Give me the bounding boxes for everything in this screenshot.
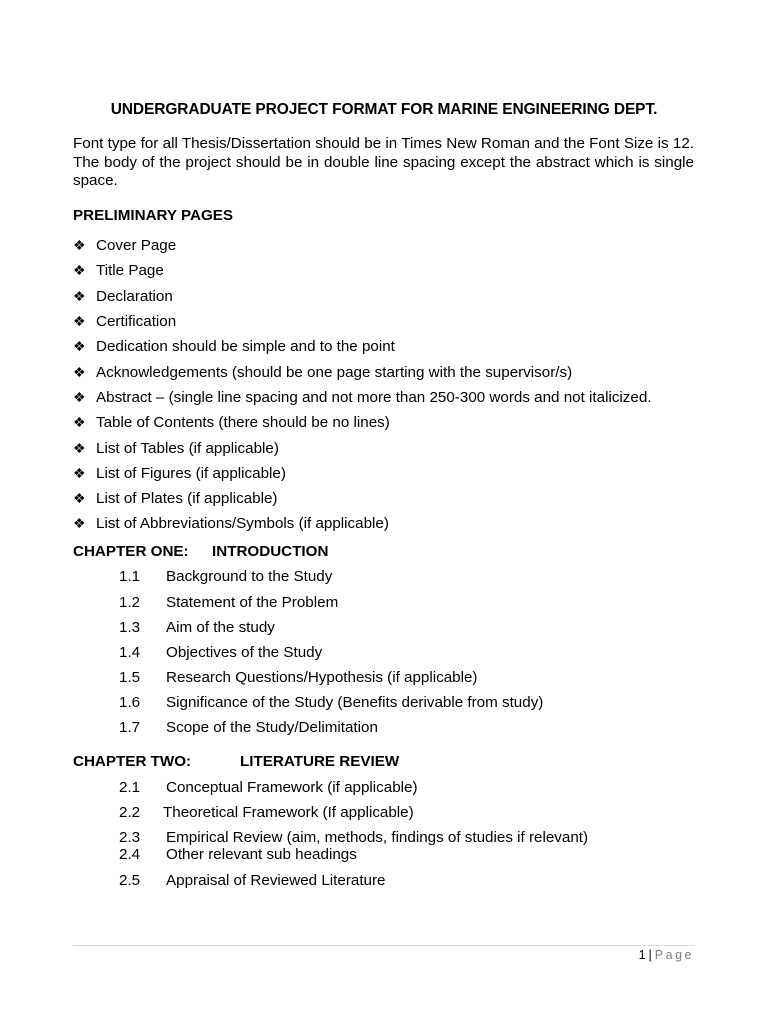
chapter-one-title: INTRODUCTION <box>212 543 329 560</box>
diamond-bullet-icon: ❖ <box>73 388 86 405</box>
chapter-two-label: CHAPTER TWO: <box>73 753 192 770</box>
diamond-bullet-icon: ❖ <box>73 515 86 532</box>
section-item: 1.7 Scope of the Study/Delimitation <box>119 719 378 736</box>
section-item: 1.4 Objectives of the Study <box>119 644 323 661</box>
list-item: ❖ Cover Page <box>73 237 177 255</box>
preliminary-heading: PRELIMINARY PAGES <box>73 207 234 224</box>
chapter-two-heading <box>73 753 400 770</box>
section-item: 2.5 Appraisal of Reviewed Literature <box>119 872 386 889</box>
page-footer <box>639 948 694 962</box>
list-item: ❖ Abstract – (single line spacing and not more than 250-300 words and not italicized. <box>73 388 652 406</box>
chapter-one-heading <box>73 543 329 560</box>
section-item: 1.6 Significance of the Study (Benefits derivable from study) <box>119 694 544 711</box>
diamond-bullet-icon: ❖ <box>73 313 86 330</box>
list-item: ❖ List of Abbreviations/Symbols (if applicable) <box>73 515 389 533</box>
diamond-bullet-icon: ❖ <box>73 287 86 304</box>
section-item: 2.1 Conceptual Framework (if applicable) <box>119 779 418 796</box>
diamond-bullet-icon: ❖ <box>73 464 86 481</box>
section-item: 1.2 Statement of the Problem <box>119 594 339 611</box>
footer-separator: | <box>648 948 652 962</box>
preliminary-list <box>73 233 713 537</box>
diamond-bullet-icon: ❖ <box>73 363 86 380</box>
section-item: 2.2 Theoretical Framework (If applicable) <box>119 804 414 821</box>
list-item: ❖ List of Figures (if applicable) <box>73 464 286 482</box>
diamond-bullet-icon: ❖ <box>73 262 86 279</box>
page-label: Page <box>654 948 694 962</box>
diamond-bullet-icon: ❖ <box>73 237 86 254</box>
list-item: ❖ Table of Contents (there should be no lines) <box>73 414 390 432</box>
list-item: ❖ Title Page <box>73 262 164 280</box>
list-item: ❖ Declaration <box>73 287 173 305</box>
section-item: 2.3 Empirical Review (aim, methods, findings of studies if relevant) <box>119 829 589 846</box>
diamond-bullet-icon: ❖ <box>73 490 86 507</box>
diamond-bullet-icon: ❖ <box>73 338 86 355</box>
list-item: ❖ Dedication should be simple and to the point <box>73 338 395 356</box>
page-number: 1 <box>638 948 646 962</box>
intro-paragraph: Font type for all Thesis/Dissertation should be in Times New Roman and the Font Size is 12. The body of the project should be in double line spacing except the abstract which is single space. <box>73 135 694 189</box>
chapter-two-title: LITERATURE REVIEW <box>240 753 400 770</box>
section-item: 2.4 Other relevant sub headings <box>119 846 357 863</box>
chapter-one-label: CHAPTER ONE: <box>73 543 189 560</box>
list-item: ❖ List of Plates (if applicable) <box>73 490 278 508</box>
section-item: 1.5 Research Questions/Hypothesis (if applicable) <box>119 669 478 686</box>
document-title: UNDERGRADUATE PROJECT FORMAT FOR MARINE ENGINEERING DEPT. <box>110 101 658 118</box>
list-item: ❖ List of Tables (if applicable) <box>73 439 279 457</box>
diamond-bullet-icon: ❖ <box>73 414 86 431</box>
list-item: ❖ Certification <box>73 313 177 331</box>
section-item: 1.1 Background to the Study <box>119 568 333 585</box>
footer-divider <box>73 945 694 946</box>
list-item: ❖ Acknowledgements (should be one page starting with the supervisor/s) <box>73 363 573 381</box>
diamond-bullet-icon: ❖ <box>73 439 86 456</box>
section-item: 1.3 Aim of the study <box>119 619 275 636</box>
